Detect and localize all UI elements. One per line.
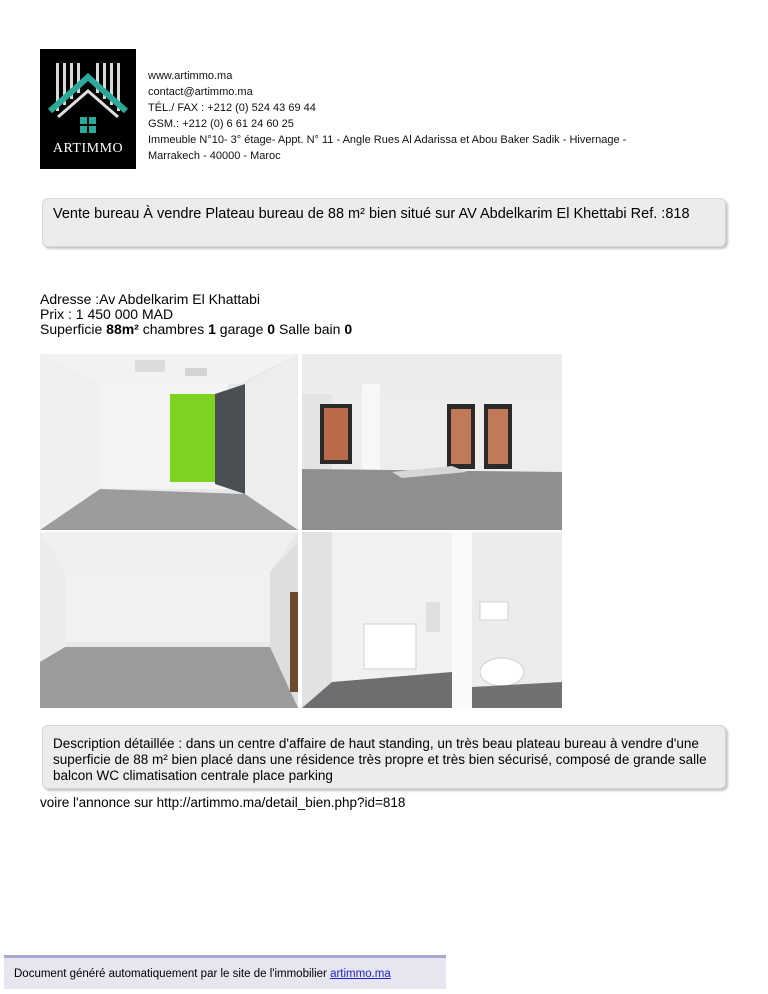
- address-line-2: Marrakech - 40000 - Maroc: [148, 150, 281, 162]
- listing-features: Superficie 88m² chambres 1 garage 0 Salle bain 0: [40, 321, 353, 337]
- listing-link[interactable]: voire l'annonce sur http://artimmo.ma/detail_bien.php?id=818: [40, 795, 406, 810]
- bath-value: 0: [344, 321, 353, 337]
- listing-title: Vente bureau À vendre Plateau bureau de 88 m² bien situé sur AV Abdelkarim El Khettabi Ref. :818: [53, 206, 690, 222]
- photo-office-green-wall[interactable]: [40, 354, 298, 530]
- footer-text: Document généré automatiquement par le site de l'immobilier: [14, 968, 331, 980]
- listing-info: [40, 292, 352, 337]
- photo-gallery: [40, 354, 562, 708]
- footer-link[interactable]: artimmo.ma: [330, 968, 391, 980]
- footer: [4, 955, 446, 989]
- logo-text: ARTIMMO: [52, 141, 124, 156]
- contact-info: [148, 68, 748, 164]
- photo-office-empty-room[interactable]: [40, 532, 298, 708]
- listing-address: Adresse :Av Abdelkarim El Khattabi: [40, 291, 260, 307]
- gsm-number: GSM.: +212 (0) 6 61 24 60 25: [148, 118, 294, 130]
- phone-number: TÉL./ FAX : +212 (0) 524 43 69 44: [148, 102, 316, 114]
- listing-price: Prix : 1 450 000 MAD: [40, 306, 174, 322]
- email-link[interactable]: contact@artimmo.ma: [148, 86, 253, 98]
- description-box: [42, 725, 726, 789]
- photo-office-windows[interactable]: [302, 354, 562, 530]
- rooms-value: 1: [208, 321, 216, 337]
- garage-value: 0: [267, 321, 276, 337]
- address-line-1: Immeuble N°10- 3° étage- Appt. N° 11 - Angle Rues Al Adarissa et Abou Baker Sadik - Hivernage -: [148, 134, 627, 146]
- surface-value: 88m²: [106, 321, 139, 337]
- photo-bathroom[interactable]: [302, 532, 562, 708]
- website-link[interactable]: www.artimmo.ma: [148, 70, 233, 82]
- company-logo: [40, 49, 136, 169]
- description-text: Description détaillée : dans un centre d'affaire de haut standing, un très beau plateau bureau à vendre d'une superficie de 88 m² bien placé dans une résidence très propre et très bien sécurisé, composé de grande salle balcon WC climatisation centrale place parking: [53, 736, 707, 783]
- listing-title-box: [42, 198, 726, 247]
